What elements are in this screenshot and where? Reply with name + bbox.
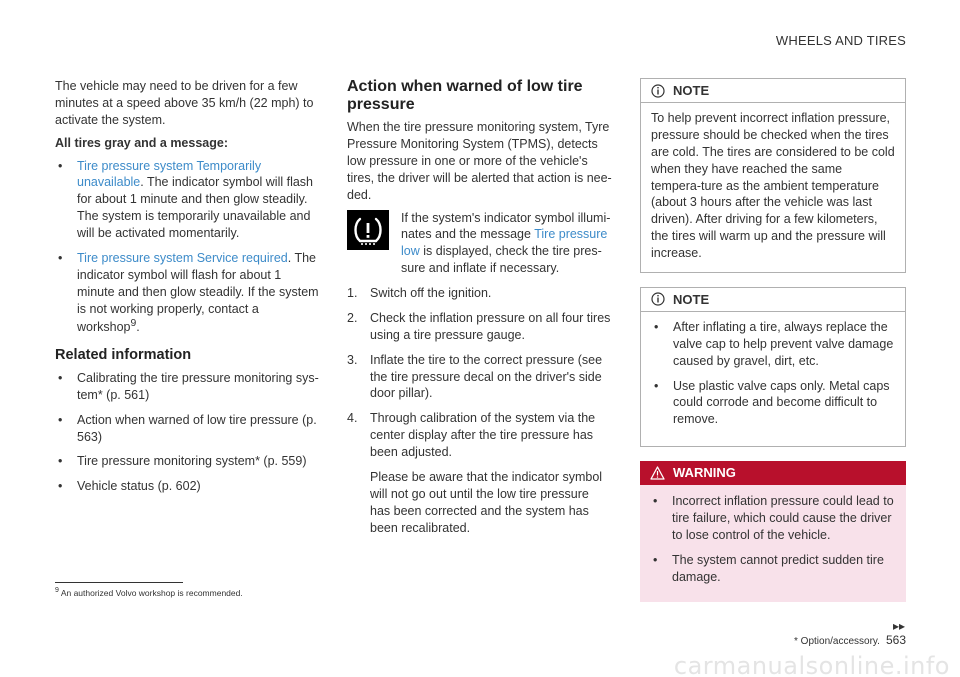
- step-number: 2.: [347, 310, 358, 325]
- note-body: To help prevent incorrect inflation pressure, pressure should be checked when the tires are cold. The tires are considered to be cold when they have reached the same tempera-ture as the ambient temperature (about 3 hours after the vehicle was last driven). After driving for a few kilometers, the tires will warm up and the pressure will increase.: [651, 111, 895, 260]
- note-label: NOTE: [673, 82, 710, 98]
- step-number: 3.: [347, 352, 358, 367]
- item-end: .: [136, 320, 140, 335]
- step-item: [347, 285, 612, 302]
- info-icon: [651, 292, 665, 306]
- info-icon: [651, 84, 665, 98]
- note-item: • After inflating a tire, always replace the valve cap to help prevent valve damage caused by gravel, dirt, etc.: [651, 319, 895, 370]
- watermark: carmanualsonline.info: [673, 652, 950, 677]
- warning-item: • The system cannot predict sudden tire damage.: [650, 552, 896, 586]
- note-label: NOTE: [673, 291, 710, 307]
- related-link[interactable]: • Tire pressure monitoring system* (p. 559): [55, 453, 320, 470]
- icon-row: [347, 210, 612, 278]
- related-link[interactable]: • Action when warned of low tire pressure (p. 563): [55, 412, 320, 446]
- icon-text: If the system's indicator symbol illumi-nates and the message: [401, 210, 611, 242]
- message-link[interactable]: Tire pressure system Temporarily unavailable: [77, 158, 262, 190]
- step-number: 4.: [347, 411, 358, 426]
- related-link[interactable]: • Calibrating the tire pressure monitoring sys-tem* (p. 561): [55, 370, 320, 404]
- step-note: Please be aware that the indicator symbol will not go out until the low tire pressure has been corrected and the system has been recalibrated.: [370, 469, 603, 535]
- item-text: . The indicator symbol will flash for about 1 minute and then glow steadily. If the system is not working properly, contact a workshop: [77, 250, 319, 335]
- step-text: Check the inflation pressure on all four tires using a tire pressure gauge.: [370, 310, 611, 342]
- warning-box: [640, 461, 906, 601]
- column-right: [640, 78, 906, 602]
- note-box: [640, 78, 906, 273]
- warning-body: [640, 485, 906, 601]
- note-header: [641, 79, 905, 103]
- related-info-heading: Related information: [55, 347, 192, 364]
- footnote-number: 9: [55, 587, 59, 594]
- footnote: [55, 586, 243, 599]
- note-body: [641, 312, 905, 446]
- footnote-text: An authorized Volvo workshop is recommended.: [60, 587, 243, 598]
- step-item: [347, 410, 612, 536]
- warning-item: • Incorrect inflation pressure could lead to tire failure, which could cause the driver to lose control of the vehicle.: [650, 493, 896, 544]
- column-left: [55, 78, 320, 503]
- option-note: * Option/accessory.: [794, 636, 880, 647]
- warning-label: WARNING: [673, 465, 736, 481]
- warning-triangle-icon: [650, 466, 665, 480]
- subhead: All tires gray and a message:: [55, 135, 228, 150]
- step-number: 1.: [347, 286, 358, 301]
- note-item: • Use plastic valve caps only. Metal caps could corrode and become difficult to remove.: [651, 378, 895, 429]
- next-page-arrows-icon[interactable]: ▸▸: [892, 619, 905, 633]
- step-item: [347, 352, 612, 403]
- message-link[interactable]: Tire pressure system Service required: [77, 250, 288, 265]
- warning-header: [640, 461, 906, 485]
- step-text: Through calibration of the system via the center display after the tire pressure has been adjusted.: [370, 411, 596, 460]
- note-box: [640, 287, 906, 447]
- list-item: [55, 250, 320, 337]
- footnote-divider: [55, 582, 183, 583]
- icon-text: is displayed, check the tire pres-sure and inflate if necessary.: [401, 244, 602, 276]
- related-link[interactable]: • Vehicle status (p. 602): [55, 478, 320, 495]
- intro-paragraph: The vehicle may need to be driven for a few minutes at a speed above 35 km/h (22 mph) to activate the system.: [55, 79, 314, 127]
- icon-description: [401, 210, 612, 278]
- tire-pressure-warning-icon: [347, 210, 389, 250]
- step-text: Inflate the tire to the correct pressure (see the tire pressure decal on the driver's side door pillar).: [370, 352, 603, 401]
- page-footer: [794, 632, 906, 649]
- step-text: Switch off the ignition.: [370, 286, 492, 301]
- footnote-ref[interactable]: 9: [130, 318, 137, 330]
- list-item: [55, 158, 320, 242]
- section-title: Action when warned of low tire pressure: [347, 78, 583, 113]
- column-middle: [347, 78, 612, 544]
- item-text: . The indicator symbol will flash for about 1 minute and then glow steadily. The system is temporarily unavailable and will be activated momentarily.: [77, 175, 314, 240]
- step-item: [347, 310, 612, 344]
- page-number: 563: [885, 633, 906, 647]
- page-header-title: WHEELS AND TIRES: [775, 33, 906, 48]
- section-intro: When the tire pressure monitoring system, Tyre Pressure Monitoring System (TPMS), detects low pressure in one or more of the vehicle's tires, the driver will be alerted that action is nee-ded.: [347, 120, 612, 202]
- message-link[interactable]: Tire pressure low: [401, 227, 608, 259]
- note-header: [641, 288, 905, 312]
